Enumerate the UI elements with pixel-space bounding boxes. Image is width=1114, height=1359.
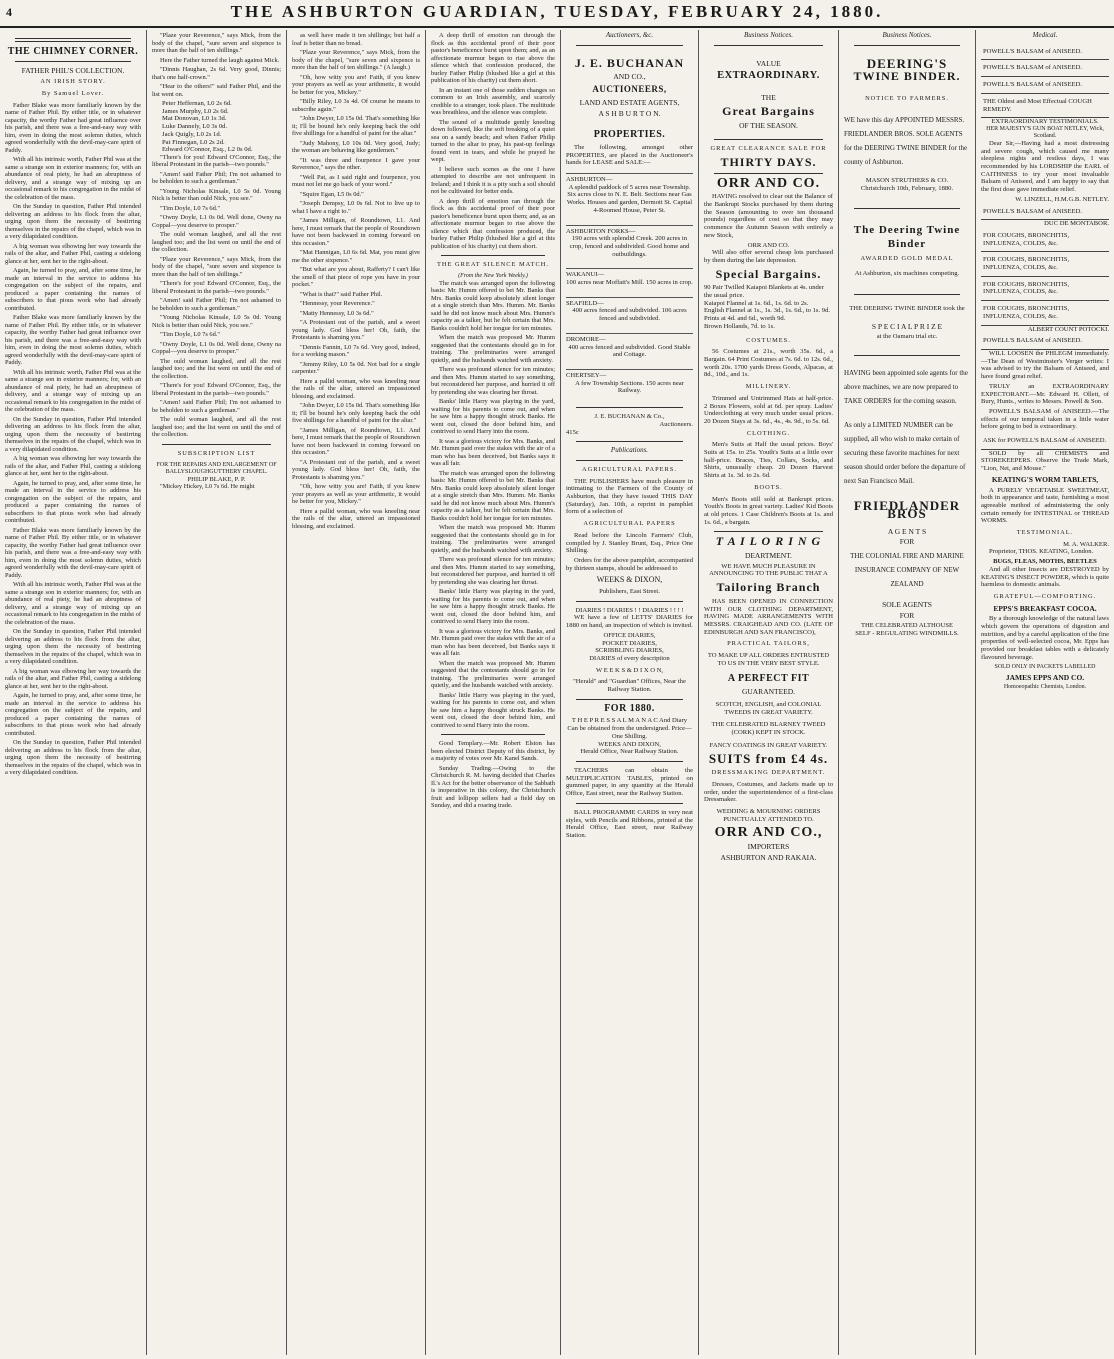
deerings: DEERING'S bbox=[866, 55, 948, 71]
signature: PHILIP BLAKE, P. P. bbox=[187, 475, 246, 483]
property-place: ASHBURTON FORKS— bbox=[566, 227, 636, 235]
special-item: Brown Hollands, 7d. to 1s. bbox=[704, 322, 775, 330]
bugs-heading: BUGS, FLEAS, MOTHS, BEETLES bbox=[993, 558, 1097, 566]
firm-name-2: AND CO., bbox=[613, 72, 646, 82]
paragraph: The ould woman laughed, and all the rest laughed too; and the list went on until the end of the collection. bbox=[152, 357, 281, 380]
agri-text: THE PUBLISHERS have much pleasure in intimating to the Farmers of the County of Ashburton, that they have issued THIS DAY (Saturday), Jan. 10th, a reprint in pamphlet form of a selection of bbox=[566, 477, 693, 516]
column-medical bbox=[976, 30, 1114, 1355]
ship: HER MAJESTY'S GUN BOAT NETLEY, Wick, Scotland. bbox=[986, 125, 1104, 139]
paragraph: "Matty Hennessy, L0 3s 6d." bbox=[300, 309, 374, 317]
branch-text: HAS BEEN OPENED IN CONNECTION WITH OUR CLOTHING DEPARTMENT, HAVING MADE ARRANGEMENTS WITH MESSRS. CRAIGHEAD AND CO. (LATE OF EDINBURGH AND SAN FRANCISCO), bbox=[704, 597, 833, 636]
paragraph: A deep thrill of emotion ran through the flock as this accidental proof of their poor pastor's beneficence burst upon them; and, as an affectionate murmur began to rise above the silence which that confession produced, the burley Father Philip (blushed like a girl at this publication of his charity) cut them short. bbox=[431, 32, 555, 84]
paragraph: "Tim Doyle, L0 7s 6d." bbox=[160, 204, 221, 212]
ashburton-trial: At Ashburton, six machines competing. bbox=[854, 270, 960, 278]
story-title: FATHER PHIL'S COLLECTION. bbox=[21, 65, 125, 75]
subscriber: Edward O'Connor, Esq., L2 0s 0d. bbox=[162, 146, 253, 154]
story-source: (From the New York Weekly.) bbox=[458, 272, 528, 279]
costumes-heading: COSTUMES. bbox=[746, 336, 791, 344]
property-block bbox=[566, 369, 693, 395]
paragraph: Good Templary.—Mr. Robert Elston has been elected District Deputy of this district, by a majority of votes over Mr. Kanel Sands. bbox=[431, 740, 555, 763]
diaries-heading: DIARIES ! DIARIES ! ! DIARIES ! ! ! ! bbox=[575, 606, 684, 614]
paragraph: Father Blake was more familiarly known by the name of Father Phil. By either title, or in whatever capacity, the worthy Father had great influence over his parish, and there was a free-and-easy way with him, even in doing the most solemn duties, which agreed wonderfully with the devil-may-care spirit of Paddy. bbox=[5, 314, 141, 367]
divider bbox=[576, 460, 683, 461]
paragraph: With all his intrinsic worth, Father Phil was at the same a strange son in exterior manners; for, with an abundance of real piety, he had an abruptness of delivery, and a strange way of mixing up an occasional remark to his congregation in the midst of the celebration of the mass. bbox=[5, 156, 141, 201]
property-block bbox=[566, 297, 693, 323]
column-heading: Business Notices. bbox=[744, 31, 793, 39]
intro: The following, amongst other PROPERTIES, are placed in the Auctioneer's hands for LEASE and SALE:— bbox=[566, 143, 693, 167]
ref-code: 415c bbox=[566, 428, 579, 436]
limited-text: As only a LIMITED NUMBER can be supplied, all who wish to make certain of securing these favorite machines for next season should order before the departure of next San Francisco Mail. bbox=[844, 421, 966, 486]
tailoring: T A I L O R I N G bbox=[715, 534, 822, 549]
offices: "Herald" and "Guardian" Offices, Near the Railway Station. bbox=[573, 678, 686, 694]
column-auctioneers bbox=[561, 30, 699, 1355]
paragraph: "Plaze your Reverence," says Mick, from the body of the chapel, "sure seven and sixpence is more than the half of ten shillings." (A laugh.) bbox=[292, 49, 420, 71]
paragraph: "Billy Riley, L0 3s 4d. Of course he means to subscribe again." bbox=[292, 98, 420, 113]
testimonials-heading: EXTRAORDINARY TESTIMONIALS. bbox=[991, 118, 1099, 126]
almanac-2: Can be obtained from the undersigned. Price—One Shilling. bbox=[567, 725, 692, 740]
paragraph: "Dennis Fannin, L0 7s 6d. Very good, indeed, for a working mason." bbox=[292, 343, 420, 358]
millinery-heading: MILLINERY. bbox=[745, 383, 792, 391]
paragraph: There was profound silence for ten minutes; and then Mrs. Humm started to say something, but reconsidered her purpose, and hurried it off by pretending she was clearing her throat. bbox=[431, 556, 555, 586]
twine-binder: TWINE BINDER. bbox=[853, 69, 961, 84]
paragraph: The match was arranged upon the following basis: Mr. Humm offered to bet Mr. Banks that Mrs. Banks could keep absolutely silent longer at a single stretch than Mrs. Humm. Mr. Banks said he did not know much about Mrs. Humm's capacity as a talker, but he felt certain that Mrs. Banks couldn't hold her tongue for ten minutes. bbox=[431, 469, 555, 522]
divider bbox=[15, 61, 131, 62]
subscriber: Jack Quigly, L0 2s 1d. bbox=[162, 130, 222, 138]
grateful-comforting: GRATEFUL—COMFORTING. bbox=[993, 592, 1097, 600]
paragraph: There was profound silence for ten minutes; and then Mrs. Humm started to say something, but reconsidered her purpose, and hurried it off by pretending she was clearing her throat. bbox=[431, 366, 555, 396]
divider bbox=[854, 294, 960, 295]
paragraph: Again, he turned to pray, and, after some time, he made an interval in the service to address his congregation on the subject of the repairs, and produced a paper containing the names of subscribers to that pious work who had already contributed. bbox=[5, 479, 141, 525]
the-label: THE bbox=[761, 93, 776, 103]
paragraph: "Amen! said Father Phil; I'm not ashamed to be beholden to such a gentleman." bbox=[152, 170, 281, 186]
paragraph: Sunday Trading.—Owing to the Christchurch R. M. having decided that Charles Il.'s Act for the better observance of the Sabbath is inoperative in this colony, the Christchurch fruit and lollipop sellers had a field day on Sunday, and did a roaring trade. bbox=[431, 764, 555, 810]
sold-by: SOLD by all CHEMISTS and STOREKEEPERS. Observe the Trade Mark, "Lion, Net, and Mouse." bbox=[981, 449, 1109, 473]
fancy-coatings: FANCY COATINGS IN GREAT VARIETY. bbox=[709, 741, 828, 749]
oldest-remedy: THE Oldest and Most Effectual COUGH REMEDY. bbox=[981, 94, 1109, 118]
profession: AUCTIONEERS, bbox=[592, 84, 667, 95]
paragraph: "There's for you! Edward O'Connor, Esq., the liberal Protestant in the parish—two pounds." bbox=[152, 153, 281, 169]
paragraph: "Oh, how witty you are! Faith, if you knew your prayers as well as your arithmetic, it would be better for you, Mickey." bbox=[292, 483, 420, 505]
paragraph: "Young Nicholas Kinsale, L0 5s 0d. Young Nick is better than ould Nick, you see." bbox=[152, 187, 281, 203]
divider bbox=[854, 45, 960, 46]
mason-struthers: MASON STRUTHERS & CO. bbox=[865, 176, 949, 184]
paragraph: "A Protestant out of the parish, and a sweet young lady. God bless her! Oh, faith, the Protestants is shaming you." bbox=[292, 458, 420, 481]
divider bbox=[576, 699, 683, 700]
newspaper-title: THE ASHBURTON GUARDIAN, TUESDAY, FEBRUARY 24, 1880. bbox=[230, 2, 884, 21]
dressmaking-text: Dresses, Costumes, and Jackets made up to order, under the superintendence of a first-class Dressmaker. bbox=[704, 780, 833, 804]
paragraph: "Dinnis Haughan, 2s 6d. Very good, Dinnis; that's one half-crown." bbox=[152, 66, 281, 81]
paragraph: "There's for you! Edward O'Connor, Esq., the liberal Protestant in the parish—two pounds." bbox=[152, 382, 281, 397]
coughs-ad: FOR COUGHS, BRONCHITIS, INFLUENZA, COLDS, &c. bbox=[981, 252, 1109, 276]
millinery-text: Trimmed and Untrimmed Hats at half-price. 2 Boxes Flowers, sold at 6d. per spray. Ladies' Underclothing at very much under usual prices. 20 Dozen Stays at 3s. 6d., 4s., 4s. 9d., to 5s. 6d. bbox=[704, 394, 833, 425]
epps-text: By a thorough knowledge of the natural laws which govern the operations of digestion and nutrition, and by a careful application of the fine properties of well-selected cocoa, Mr. Epps has provided our breakfast tables with a delicately flavoured beverage. bbox=[981, 615, 1109, 661]
paragraph: "Tim Doyle, L0 7s 6d." bbox=[160, 331, 221, 339]
subscription-heading: SUBSCRIPTION LIST bbox=[177, 449, 256, 457]
orr-text-2: Will also offer several cheap lots purchased by them during the late depression. bbox=[704, 249, 833, 264]
section-title: THE CHIMNEY CORNER. bbox=[7, 46, 139, 57]
town: A S H B U R T O N. bbox=[598, 108, 661, 118]
diary-item: POCKET DIARIES, bbox=[602, 639, 657, 647]
masthead bbox=[0, 0, 1114, 28]
clothing-text: Men's Suits at Half the usual prices. Boys' Suits at 15s. to 25s. Youth's Suits at a little over half-price. Braces, Ties, Collars, Socks, and Shirts, unusually cheap. 20 Dozen Harvest Shirts at 1s. 3d. to 2s. 6d. bbox=[704, 441, 833, 480]
boots-heading: BOOTS. bbox=[754, 483, 783, 491]
firm-name: J. E. BUCHANAN bbox=[574, 55, 685, 70]
divider bbox=[714, 173, 823, 174]
property-text: A few Township Sections. 150 acres near Railway. bbox=[575, 379, 684, 395]
subscriber: Luke Dannely, L0 3s 0d. bbox=[162, 123, 228, 131]
potocki: ALBERT COUNT POTOCKI. bbox=[1027, 325, 1109, 333]
paragraph: On the Sunday in question, Father Phil intended delivering an address to his flock from the altar, urging upon them the necessity of bestirring themselves in the repairs of the chapel, which was in a very dilapidated condition. bbox=[5, 739, 141, 777]
divider bbox=[441, 255, 545, 256]
paragraph: With all his intrinsic worth, Father Phil was at the same a strange son in exterior manners; for, with an abundance of real piety, he had an abruptness of delivery, and a strange way of mixing up an occasional remark to his congregation in the midst of the celebration of the mass. bbox=[5, 581, 141, 626]
dressmaking-heading: DRESSMAKING DEPARTMENT. bbox=[711, 769, 826, 777]
practical-tailors: PRACTICAL TAILORS, bbox=[727, 640, 810, 648]
letter: Dear Sir,—Having had a most distressing and severe cough, which caused me many sleepless nights and restless days, I was recommended by his LORDSHIP the EARL of CAITHNESS to try your most invaluable Balsam of Aniseed, and I am happy to say that the first dose gave immediate relief. bbox=[981, 139, 1109, 194]
story-byline: By Samuel Lover. bbox=[41, 90, 105, 98]
appointment-text: WE have this day APPOINTED MESSRS. FRIEDLANDER BROS. SOLE AGENTS for the DEERING TWINE BINDER for the county of Ashburton. bbox=[844, 115, 968, 166]
paragraph: "There's for you! Edward O'Connor, Esq., the liberal Protestant in the parish—two pounds." bbox=[152, 280, 281, 295]
story-subtitle: AN IRISH STORY. bbox=[40, 78, 106, 86]
column-chimney-corner bbox=[0, 30, 147, 1355]
windmills: SELF - REGULATING WINDMILLS. bbox=[855, 630, 959, 638]
property-text: A splendid paddock of 5 acres near Township. Six acres close to N. E. Belt. Sections near Gas Works. Houses and garden, Dermott St. Capital 4-Roomed House, Peter St. bbox=[566, 183, 693, 214]
paragraph: "Owny Doyle, L1 0s 0d. Well done, Owny na Coppal—you deserve to prosper." bbox=[152, 214, 281, 229]
divider bbox=[854, 208, 960, 209]
special-bargains: Special Bargains. bbox=[715, 266, 822, 281]
great-bargains: Great Bargains bbox=[722, 103, 815, 118]
epps-heading: EPPS'S BREAKFAST COCOA. bbox=[993, 603, 1097, 613]
took-prize: THE DEERING TWINE BINDER took the bbox=[849, 305, 965, 313]
paragraph: The ould woman laughed, and all the rest laughed too; and the list went on until the end of the collection. bbox=[152, 416, 281, 439]
paragraph: Here a pallid woman, who was kneeling near the rails of the altar, uttered an impassioned blessing, and exclaimed. bbox=[292, 377, 420, 400]
publisher-name: W E E K S & D I X O N, bbox=[595, 666, 664, 674]
clothing-heading: CLOTHING. bbox=[746, 429, 791, 437]
properties-heading: PROPERTIES. bbox=[593, 129, 666, 141]
awarded-gold-medal: AWARDED GOLD MEDAL bbox=[860, 254, 954, 262]
paragraph: "What is that?" said Father Phil. bbox=[300, 290, 383, 298]
thirty-days: THIRTY DAYS. bbox=[720, 154, 817, 169]
divider bbox=[714, 531, 823, 532]
notice-to-farmers: NOTICE TO FARMERS. bbox=[865, 95, 949, 103]
james-epps: JAMES EPPS AND CO. bbox=[1005, 672, 1085, 682]
boots-text: Men's Boots still sold at Bankrupt prices. Youth's Boots in great variety. Ladies' Kid Boots at old prices. 1 Case Children's Boots at 1s. and 1s. 6d., a bargain. bbox=[704, 495, 833, 526]
althouse: THE CELEBRATED ALTHOUSE bbox=[860, 622, 954, 630]
paragraph: With all his intrinsic worth, Father Phil was at the same a strange son in exterior manners; for, with an abundance of real piety, he had an abruptness of delivery, and a strange way of mixing up an occasional remark to his congregation in the midst of the celebration of the mass. bbox=[5, 368, 141, 414]
column-business-deering bbox=[839, 30, 976, 1355]
publications-heading: Publications. bbox=[610, 446, 649, 455]
paragraph: A big woman was elbowing her way towards the rails of the altar, and Father Phil, casting a sidelong glance at her, sent her to the right-about. bbox=[5, 455, 141, 478]
property-place: SEAFIELD— bbox=[566, 299, 604, 307]
deering-twine: The Deering Twine bbox=[853, 224, 961, 237]
for-label-2: FOR bbox=[899, 610, 915, 620]
friedlander-bros: FRIEDLANDER BROS bbox=[853, 498, 961, 521]
property-block bbox=[566, 268, 693, 286]
special-item: English Flannel at 1s., 1s. 3d., 1s. 6d., to 1s. 9d. bbox=[704, 307, 831, 315]
costumes-text: 56 Costumes at 21s., worth 35s. 6d., a Bargain. 64 Print Costumes at 7s. 6d. to 12s. 6d., worth 20s. 1700 yards Dress Goods, Alpacas, at 8d., 10d., and 1s. bbox=[704, 348, 834, 379]
column-story-continued-2 bbox=[287, 30, 426, 1355]
paragraph: Here the Father turned the laugh against Mick. bbox=[160, 56, 280, 64]
property-block bbox=[566, 225, 693, 259]
paragraph: Banks' little Harry was playing in the yard, waiting for his parents to come out, and when he saw him a happy thought struck Banks. He went out, closed the door behind him, and contrived to send Harry into the room. bbox=[431, 691, 555, 729]
truly: TRULY an EXTRAORDINARY EXPECTORANT.—Mr. Edward H. Ollett, of Bury, Hunts., writes to Messrs. Powell & Son. bbox=[981, 382, 1109, 406]
subscriber: Mat Donovan, L0 1s 3d. bbox=[162, 115, 227, 123]
paragraph: "James Milligan, of Roundtown, L1. And here, I must remark that the people of Roundtown have not been backward in coming forward on this occasion." bbox=[292, 217, 420, 247]
special-item: Kaiapoi Flannel at 1s. 6d., 1s. 6d. to 2s. bbox=[704, 299, 809, 307]
ask-ad: ASK for POWELL'S BALSAM of ANISEED. bbox=[981, 433, 1109, 450]
publisher-address: Herald Office, Near Railway Station. bbox=[580, 748, 679, 756]
divider bbox=[576, 601, 683, 602]
page-number: 4 bbox=[6, 5, 12, 19]
property-block bbox=[566, 333, 693, 359]
importers: IMPORTERS bbox=[747, 842, 790, 852]
publisher-name: WEEKS AND DIXON, bbox=[598, 740, 661, 748]
diary-item: SCRIBBLING DIARIES, bbox=[595, 647, 664, 655]
divider bbox=[162, 444, 271, 445]
divider bbox=[576, 803, 683, 804]
proprietor: Proprietor, THOS. KEATING, London. bbox=[989, 548, 1094, 556]
subscriber: James Murphy, L0 2s 6d. bbox=[162, 107, 229, 115]
paragraph: It was a glorious victory for Mrs. Banks, and Mr. Humm paid over the stakes with the air of a man who has been deceived, but Banks says it was all fair. bbox=[431, 437, 555, 468]
publisher-address: Publishers, East Street. bbox=[599, 588, 660, 596]
paragraph: A big woman was elbowing her way towards the rails of the altar, and Father Phil, casting a sidelong glance at her, sent her to the right-about. bbox=[5, 667, 141, 690]
paragraph: "Oh, how witty you are! Faith, if you knew your prayers as well as your arithmetic, it would be better for you, Mickey." bbox=[292, 73, 420, 96]
sole-agents-label: SOLE AGENTS bbox=[882, 599, 932, 609]
paragraph: In an instant one of those sudden changes so common to an Irish assembly, and scarcely credible to a stranger, took place. The multitude was breathless, and the silence was complete. bbox=[431, 86, 555, 116]
special-item: 90 Pair Twilled Kaiapoi Blankets at 4s. under the usual price. bbox=[704, 284, 824, 300]
balsam-ad: POWELL'S BALSAM of ANISEED. bbox=[981, 60, 1109, 77]
paragraph: "Plaze your Reverence," says Mick, from the body of the chapel, "sure seven and sixpence is more than the half of ten shillings." bbox=[152, 255, 281, 278]
column-story-continued bbox=[147, 30, 287, 1355]
tailoring-branch: Tailoring Branch bbox=[716, 580, 821, 595]
subscriber: Pat Finnegan, L0 2s 2d. bbox=[162, 138, 225, 146]
date-line: Christchurch 10th, February, 1880. bbox=[860, 184, 954, 192]
ball-notice: BALL PROGRAMME CARDS in very neat styles, with Pencils and Ribbons, printed at the Herald Office, East street, near Railway Station. bbox=[566, 808, 693, 839]
divider bbox=[576, 407, 683, 408]
coughs-ad: FOR COUGHS, BRONCHITIS, INFLUENZA, COLDS, &c. bbox=[981, 277, 1109, 301]
paragraph: "But what are you about, Rafferty? I can't like the smell of that piece of rope you have in your pocket." bbox=[292, 266, 420, 288]
divider bbox=[576, 441, 683, 442]
clearance: GREAT CLEARANCE SALE FOR bbox=[710, 145, 827, 153]
wedding-orders: WEDDING & MOURNING ORDERS PUNCTUALLY ATTENDED TO. bbox=[716, 807, 821, 823]
property-place: DROMORE— bbox=[566, 335, 606, 343]
orr-and-co: ORR AND CO. bbox=[716, 175, 821, 191]
paragraph: "Well Pat, as I said right and fourpence, you must not let me go back of your word." bbox=[292, 173, 420, 188]
paragraph: The ould woman laughed, and all the rest laughed too; and the list went on until the end of the collection. bbox=[152, 231, 281, 254]
paragraph: Father Blake was more familiarly known by the name of Father Phil. By either title, or in whatever capacity, the worthy Father had great influence over his parish, and there was a free-and-easy way with him, even in doing the most solemn duties, which agreed wonderfully with the devil-may-care spirit of Paddy. bbox=[5, 101, 141, 154]
extraordinary: EXTRAORDINARY. bbox=[717, 70, 820, 82]
paragraph: Father Blake was more familiarly known by the name of Father Phil. By either title, or in whatever capacity, the worthy Father had great influence over his parish, and there was a free-and-easy way with him, even in doing the most solemn duties, which agreed wonderfully with the devil-may-care spirit of Paddy. bbox=[5, 526, 141, 579]
subscriber: Peter Heffernan, L0 2s 6d. bbox=[162, 100, 232, 107]
subscriber-list bbox=[152, 100, 281, 154]
paragraph: as well have made it ten shillings; but half a loaf is better than no bread. bbox=[292, 32, 420, 47]
property-text: 400 acres fenced and subdivided. 106 acres fenced and subdivided. bbox=[572, 307, 687, 323]
divider bbox=[714, 45, 823, 46]
signed: W. LINZELL, H.M.G.B. NETLEY. bbox=[1015, 195, 1109, 203]
land-agents: LAND AND ESTATE AGENTS, bbox=[579, 97, 680, 107]
paragraph: "Squire Egan, L5 0s 0d." bbox=[300, 190, 364, 198]
paragraph: "James Milligan, of Roundtown, L1. And here, I must remark that the people of Roundtown have not been backward in coming forward on this occasion." bbox=[292, 426, 420, 456]
orr-and-co-2: ORR AND CO. bbox=[747, 241, 790, 249]
paragraph: On the Sunday in question, Father Phil intended delivering an address to his flock from the altar, urging upon them the necessity of bestirring themselves in the repairs of the chapel, which was in a very dilapidated condition. bbox=[5, 203, 141, 241]
paragraph: "Mat Hannigan, L0 6s 6d. Mat, you must give me the other sixpence." bbox=[292, 249, 420, 264]
column-heading: Medical. bbox=[1032, 31, 1058, 39]
packets-label: SOLD ONLY IN PACKETS LABELLED bbox=[994, 663, 1096, 670]
paragraph: When the match was proposed Mr. Humm suggested that the contestants should go in for training. The preliminaries were arranged quietly, and the husbands watched with anxiety. bbox=[431, 334, 555, 364]
walker: M. A. WALKER. bbox=[1063, 540, 1109, 548]
sole-agents-text: HAVING been appointed sole agents for the above machines, we are now prepared to TAKE ORDERS for the coming season. bbox=[844, 369, 968, 406]
agents-label: A G E N T S bbox=[887, 526, 927, 536]
balsam-ad: POWELL'S BALSAM of ANISEED. bbox=[981, 204, 1109, 221]
paragraph: Here a pallid woman, who was kneeling near the rails of the altar, uttered an impassioned blessing, and exclaimed. bbox=[292, 507, 420, 530]
paragraph: "Plaze your Reverence," says Mick, from the body of the chapel, "sure seven and sixpence is more than the half of ten shillings." bbox=[152, 32, 281, 54]
paragraph: The match was arranged upon the following basis: Mr. Humm offered to bet Mr. Banks that Mrs. Banks could keep absolutely silent longer at a single stretch than Mrs. Humm. Mr. Banks said he did not know much about Mrs. Humm's capacity as a talker, but he felt certain that Mrs. Banks couldn't hold her tongue for ten minutes. bbox=[431, 279, 555, 332]
divider bbox=[576, 761, 683, 762]
divider bbox=[576, 45, 683, 46]
keating-text: A PURELY VEGETABLE SWEETMEAT, both in appearance and taste, furnishing a most agreeable method of administering the only certain remedy for INTESTINAL or THREAD WORMS. bbox=[981, 486, 1109, 525]
agri-text-3: Orders for the above pamphlet, accompanied by thirteen stamps, should be addressed to bbox=[566, 556, 693, 572]
guaranteed: GUARANTEED. bbox=[741, 687, 796, 697]
colonial-fire: THE COLONIAL FIRE AND MARINE INSURANCE COMPANY OF NEW ZEALAND bbox=[850, 551, 964, 588]
teachers-notice: TEACHERS can obtain the MULTIPLICATION TABLES, printed on gummed paper, in any quantity at the Herald Office, East street, near the Railway Station. bbox=[566, 767, 693, 798]
practical-text: TO MAKE UP ALL ORDERS ENTRUSTED TO US IN THE VERY BEST STYLE. bbox=[707, 652, 830, 667]
balsam-ad: POWELL'S BALSAM of ANISEED. bbox=[981, 77, 1109, 94]
property-block bbox=[566, 173, 693, 215]
sign-2: Auctioneers. bbox=[659, 420, 693, 428]
towns: ASHBURTON AND RAKAIA. bbox=[720, 852, 817, 862]
binder: Binder bbox=[887, 237, 927, 250]
diary-item: OFFICE DIARIES, bbox=[603, 631, 656, 639]
paragraph: On the Sunday in question, Father Phil intended delivering an address to his flock from the altar, urging upon them the necessity of bestirring themselves in the repairs of the chapel, which was in a very dilapidated condition. bbox=[5, 628, 141, 666]
special-item: Prints at 4d. and 6d., worth 9d. bbox=[704, 315, 786, 323]
suits-price: SUITS from £4 4s. bbox=[708, 751, 829, 767]
property-text: 100 acres near Moffatt's Mill. 150 acres in crop. bbox=[566, 279, 693, 287]
blarney-tweed: THE CELEBRATED BLARNEY TWEED (CORK) KEPT IN STOCK. bbox=[711, 721, 826, 736]
paragraph: On the Sunday in question, Father Phil intended delivering an address to his flock from the altar, urging upon them the necessity of bestirring themselves in the repairs of the chapel, which was in a very dilapidated condition. bbox=[5, 415, 141, 453]
paragraph: "Hear to the others!" said Father Phil, and the list went on. bbox=[152, 83, 281, 98]
column-business-orr bbox=[699, 30, 839, 1355]
montabor: DUC DE MONTABOR. bbox=[1044, 220, 1109, 228]
paragraph: "Amen! said Father Phil; I'm not ashamed to be beholden to such a gentleman." bbox=[152, 297, 281, 312]
diary-item: DIARIES of every description bbox=[589, 654, 670, 662]
homoeopathic: Homoeopathic Chemists, London. bbox=[1003, 684, 1087, 691]
property-text: 400 acres fenced and subdivided. Good Stable and Cottage. bbox=[568, 343, 691, 359]
subscription-note: FOR THE REPAIRS AND ENLARGEMENT OF BALLYSLOUGHGUTTHERY CHAPEL. bbox=[156, 461, 277, 475]
sign: J. E. BUCHANAN & Co., bbox=[594, 413, 665, 421]
paragraph: Again, he turned to pray, and, after some time, he made an interval in the service to address his congregation on the subject of the repairs, and produced a paper containing the names of subscribers to that pious work who had already contributed. bbox=[5, 267, 141, 312]
paragraph: I believe such scenes as the one I have attempted to describe are not unfrequent in Ireland; and I think it is a pity such a soil should not be cultivated for better ends. bbox=[431, 165, 555, 195]
department: DEARTMENT. bbox=[744, 551, 793, 561]
column-heading: Business Notices. bbox=[882, 31, 932, 39]
divider bbox=[441, 734, 545, 735]
coughs-ad: FOR COUGHS, BRONCHITIS, INFLUENZA, COLDS, &c. bbox=[981, 301, 1109, 325]
paragraph: Banks' little Harry was playing in the yard, waiting for his parents to come out, and when he saw him a happy thought struck Banks. He went out, closed the door behind him, and contrived to send Harry into the room. bbox=[431, 588, 555, 626]
balsam-ad: POWELL'S BALSAM of ANISEED. bbox=[981, 44, 1109, 61]
publisher-name: WEEKS & DIXON, bbox=[596, 575, 663, 585]
oamaru-trial: at the Oamaru trial etc. bbox=[876, 333, 938, 341]
orr-and-co-final: ORR AND CO., bbox=[714, 825, 823, 841]
paragraph: When the match was proposed Mr. Humm suggested that the contestants should go in for training. The preliminaries were arranged quietly, and the husbands watched with anxiety. bbox=[431, 659, 555, 690]
paragraph: "Joseph Dempsy, L0 0s 6d. Not to live up to what I have a right to." bbox=[292, 200, 420, 215]
tweeds: SCOTCH, ENGLISH, and COLONIAL TWEEDS IN GREAT VARIETY. bbox=[715, 700, 822, 716]
perfect-fit: A PERFECT FIT bbox=[727, 673, 810, 685]
divider bbox=[854, 355, 960, 356]
property-place: CHERTSEY— bbox=[566, 371, 607, 379]
paragraph: It was a glorious victory for Mrs. Banks, and Mr. Humm paid over the stakes with the air of a man who has been deceived, but Banks says it was all fair. bbox=[431, 627, 555, 658]
keating-heading: KEATING'S WORM TABLETS, bbox=[991, 474, 1099, 484]
paragraph: "Judy Mahony, L0 10s 0d. Very good, Judy; the woman are behaving like gentlemen." bbox=[292, 139, 420, 154]
agri-heading: AGRICULTURAL PAPERS. bbox=[582, 465, 677, 473]
special-prize: S P E C I A L P R I Z E bbox=[871, 321, 943, 331]
of-the-season: OF THE SEASON. bbox=[739, 120, 798, 130]
coughs-ad: FOR COUGHS, BRONCHITIS, INFLUENZA, COLDS, &c. bbox=[981, 228, 1109, 252]
testimonial-heading: TESTIMONIAL. bbox=[1016, 529, 1074, 537]
loosen: WILL LOOSEN the PHLEGM immediately.—The Dean of Westminster's Verger writes: I was advised to try the Balsam of Aniseed, and have found great relief. bbox=[981, 349, 1109, 381]
paragraph: "John Dwyer, L0 15s 0d. That's something like it; I'll be bound he's only keeping back the odd five shillings for a handful of paint for the altar." bbox=[292, 115, 421, 137]
paragraph: A deep thrill of emotion ran through the flock as this accidental proof of their poor pastor's beneficence burst upon them; and, as an affectionate murmur began to rise above the silence which that confession produced, the burley Father Philip (blushed like a girl at this publication of his charity) cut them short. bbox=[431, 197, 555, 250]
column-silence-match bbox=[426, 30, 561, 1355]
paragraph: "Hennessy, your Reverence." bbox=[300, 300, 375, 307]
property-text: 190 acres with splendid Creek. 200 acres in crop, fenced and subdivided. Good home and outbuildings. bbox=[569, 235, 690, 258]
paragraph: "Amen! said Father Phil; I'm not ashamed to be beholden to such a gentleman." bbox=[152, 399, 281, 414]
bugs-text: And all other Insects are DESTROYED by KEATING'S INSECT POWDER, which is quite harmless to domestic animals. bbox=[981, 565, 1109, 589]
orr-text: HAVING resolved to clear out the Balance of the Bankrupt Stocks purchased by them during the Season (amounting to over ten thousand pounds) regardless of cost so that they may commence the Autumn Season with entirely a new Stock, bbox=[704, 193, 833, 239]
divider bbox=[15, 38, 131, 42]
paragraph: "A Protestant out of the parish, and a sweet young lady. God bless her! Oh, faith, the Protestants is shaming you." bbox=[292, 319, 420, 341]
divider bbox=[714, 139, 823, 140]
paragraph: "It was three and fourpence I gave your Reverence," says the other. bbox=[292, 156, 420, 171]
property-place: ASHBURTON— bbox=[566, 176, 613, 184]
paragraph: "Jemmy Riley, L0 5s 0d. Not bad for a single carpenter." bbox=[292, 360, 420, 375]
almanac: T H E P R E S S A L M A N A C And Diary bbox=[571, 717, 688, 725]
story-title: THE GREAT SILENCE MATCH. bbox=[437, 261, 549, 268]
paragraph: "Young Nicholas Kinsale, L0 5s 0d. Young Nick is better than ould Nick, you see." bbox=[152, 314, 281, 329]
effects: POWELL'S BALSAM of ANISEED.—The effects of our temporal taken in a little water before going to bed is extraordinary. bbox=[981, 407, 1109, 431]
agri-text-2: Read before the Lincoln Farmers' Club, compiled by J. Stanley Brunt, Esq., Price One Shilling. bbox=[566, 531, 693, 555]
balsam-ad: POWELL'S BALSAM of ANISEED. bbox=[981, 333, 1109, 350]
for-label: FOR bbox=[899, 537, 915, 547]
paragraph: The sound of a multitude gently kneeling down followed, like the soft breaking of a quiet sea on a sandy beach; and when Father Philip turned to the altar to pray, his past-up feelings found vent in tears, and while he prayed he wept. bbox=[431, 118, 555, 163]
paragraph: Banks' little Harry was playing in the yard, waiting for his parents to come out, and when he saw him a happy thought struck Banks. He went out, closed the door behind him, and contrived to send Harry into the room. bbox=[431, 398, 555, 436]
agri-papers: AGRICULTURAL PAPERS bbox=[583, 520, 676, 528]
for-1880: FOR 1880. bbox=[604, 702, 655, 714]
column-heading: Auctioneers, &c. bbox=[605, 31, 654, 39]
paragraph: "Owny Doyle, L1 0s 0d. Well done, Owny na Coppal—you deserve to prosper." bbox=[152, 340, 281, 356]
tailoring-text: WE HAVE MUCH PLEASURE IN ANNOUNCING TO THE PUBLIC THAT A bbox=[709, 562, 828, 578]
property-place: WAKANUI— bbox=[566, 271, 605, 279]
paragraph: "John Dwyer, L0 15s 0d. That's something like it; I'll be bound he's only keeping back the odd five shillings for a handful of paint for the altar." bbox=[292, 402, 421, 424]
paragraph: A big woman was elbowing her way towards the rails of the altar, and Father Phil, casting a sidelong glance at her, sent her to the right-about. bbox=[5, 242, 141, 265]
paragraph: Again, he turned to pray, and, after some time, he made an interval in the service to address his congregation on the subject of the repairs, and produced a paper containing the names of subscribers to that pious work who had already contributed. bbox=[5, 692, 141, 737]
value-label: VALUE bbox=[756, 58, 781, 68]
diaries-text: WE have a few of LETTS' DIARIES for 1880 on hand, an inspection of which is invited. bbox=[566, 614, 693, 630]
paragraph: When the match was proposed Mr. Humm suggested that the contestants should go in for training. The preliminaries were arranged quietly, and the husbands watched with anxiety. bbox=[431, 524, 555, 554]
paragraph: "Mickey Hickey, L0 7s 6d. He might bbox=[160, 483, 255, 491]
